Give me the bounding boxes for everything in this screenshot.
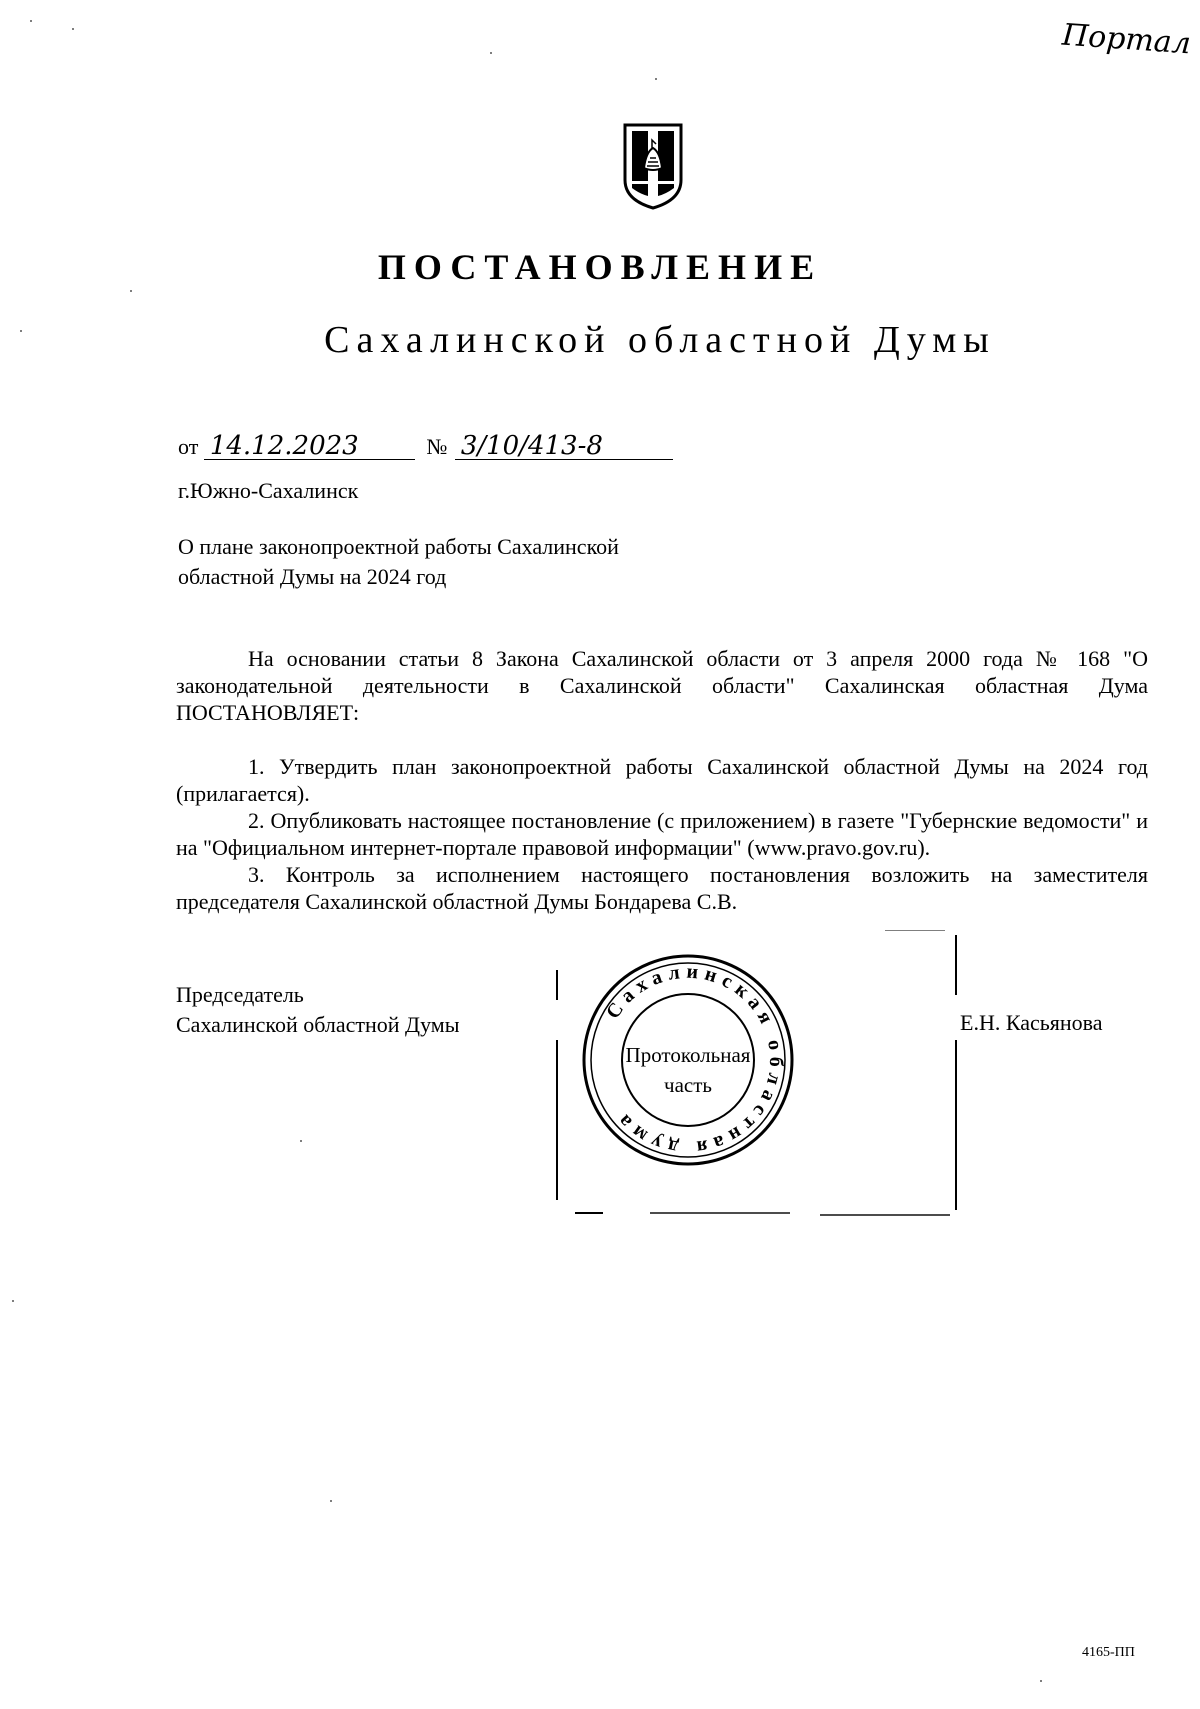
subject-line: О плане законопроектной работы Сахалинской — [178, 534, 619, 559]
stamp-frame-mark — [955, 935, 957, 995]
scan-speck — [20, 330, 22, 332]
preamble: На основании статьи 8 Закона Сахалинской области от 3 апреля 2000 года № 168 "О законодательной деятельности в Сахалинской области" Сахалинская областная Дума ПОСТАНОВЛЯЕТ: — [176, 646, 1148, 725]
seal-ring-text: Сахалинская областная дума — [601, 960, 788, 1160]
handwritten-note: Портал — [1060, 17, 1192, 62]
signatory-position — [176, 980, 459, 1040]
position-line: Сахалинской областной Думы — [176, 1012, 460, 1037]
stamp-frame-mark — [556, 970, 558, 1000]
scan-speck — [1040, 1680, 1042, 1682]
subject-line: областной Думы на 2024 год — [178, 564, 447, 589]
scan-speck — [72, 28, 74, 30]
scan-speck — [330, 1500, 332, 1502]
scan-speck — [490, 52, 492, 54]
stamp-frame-mark — [820, 1214, 950, 1216]
resolution-item: 1. Утвердить план законопроектной работы Сахалинской областной Думы на 2024 год (прилагается). — [176, 754, 1148, 806]
date-number-line — [178, 433, 673, 460]
document-number: 3/10/413-8 — [455, 433, 673, 460]
document-subject — [178, 532, 738, 592]
scan-speck — [300, 1140, 302, 1142]
stamp-frame-mark — [556, 1040, 558, 1200]
scan-speck — [655, 78, 657, 80]
stamp-frame-mark — [885, 930, 945, 931]
number-label: № — [426, 434, 448, 459]
document-code: 4165-ПП — [1082, 1645, 1135, 1660]
document-subtitle: Сахалинской областной Думы — [324, 319, 996, 361]
document-title: ПОСТАНОВЛЕНИЕ — [377, 247, 823, 287]
position-line: Председатель — [176, 982, 304, 1007]
coat-of-arms-icon — [622, 122, 684, 210]
scan-speck — [130, 290, 132, 292]
signatory-name: Е.Н. Касьянова — [960, 1010, 1103, 1035]
resolution-item: 2. Опубликовать настоящее постановление (с приложением) в газете "Губернские ведомости" и на "Официальном интернет-портале правовой информации" (www.pravo.gov.ru). — [176, 808, 1148, 860]
document-date: 14.12.2023 — [204, 433, 415, 460]
document-body — [176, 645, 1148, 915]
stamp-frame-mark — [575, 1212, 603, 1214]
from-label: от — [178, 434, 199, 459]
seal-center-line: часть — [664, 1073, 712, 1097]
official-seal — [578, 950, 798, 1170]
scan-speck — [12, 1300, 14, 1302]
seal-center-line: Протокольная — [625, 1043, 751, 1067]
stamp-frame-mark — [955, 1040, 957, 1210]
resolution-item: 3. Контроль за исполнением настоящего постановления возложить на заместителя председателя Сахалинской областной Думы Бондарева С.В. — [176, 862, 1148, 914]
stamp-frame-mark — [650, 1212, 790, 1214]
city: г.Южно-Сахалинск — [178, 478, 359, 503]
scan-speck — [30, 20, 32, 22]
